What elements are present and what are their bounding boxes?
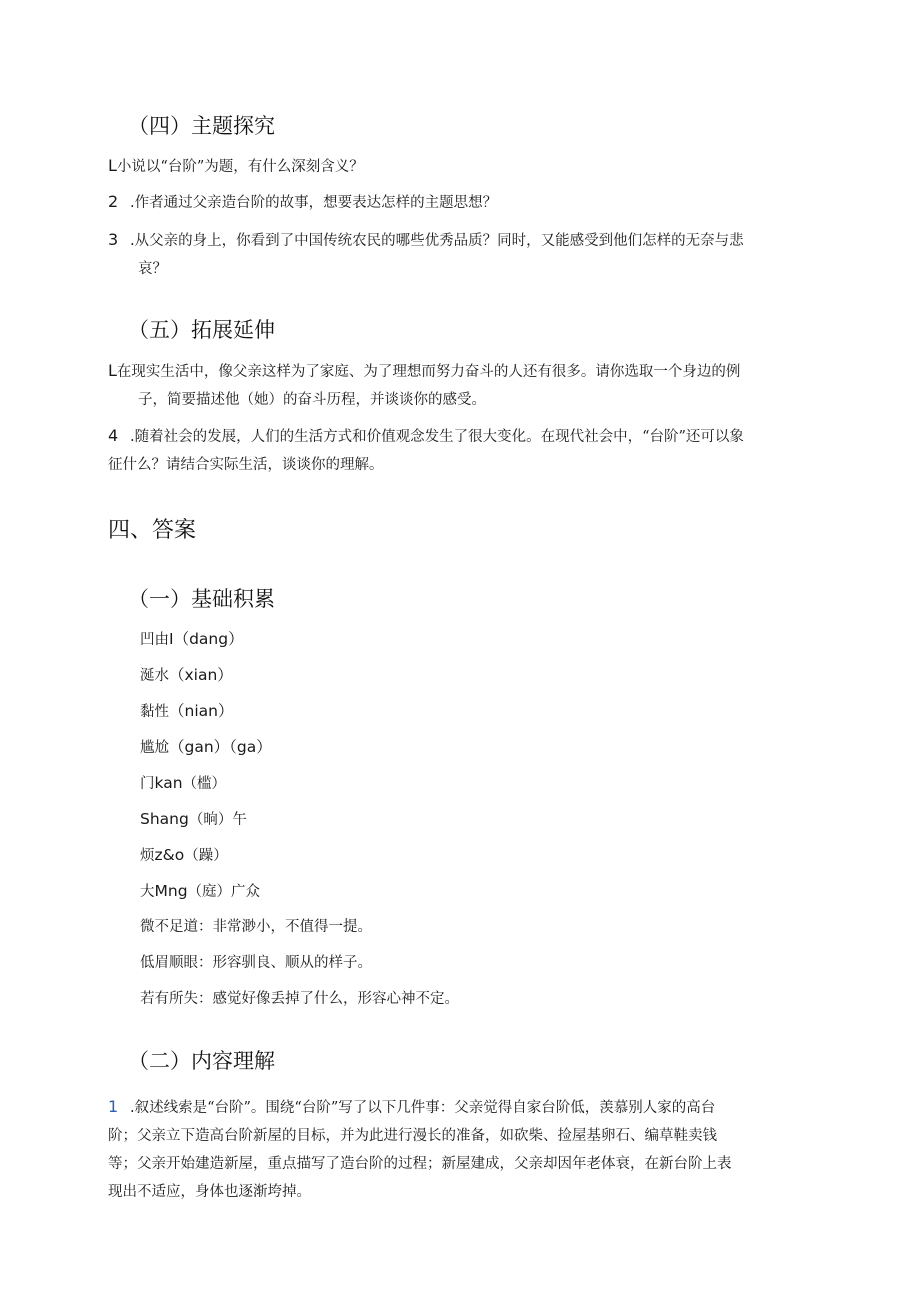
vocab-item — [140, 627, 244, 652]
vocab-word: 大 — [140, 884, 155, 900]
idiom-definition: 若有所失：感觉好像丢掉了什么，形容心神不定。 — [140, 991, 459, 1007]
section-title-extension: （五）拓展延伸 — [128, 318, 275, 342]
idiom-definition: 低眉顺眼：形容驯良、顺从的样子。 — [140, 955, 372, 971]
vocab-character: （庭）广众 — [187, 884, 261, 900]
vocab-word: 涎水 — [140, 668, 169, 684]
vocab-item — [140, 771, 226, 796]
question-number: 4 — [108, 426, 119, 445]
question-text: .作者通过父亲造台阶的故事，想要表达怎样的主题思想？ — [130, 195, 498, 211]
vocab-item — [140, 807, 247, 832]
vocab-word: （晌）午 — [188, 812, 247, 828]
question-text: .随着社会的发展，人们的生活方式和价值观念发生了很大变化。在现代社会中，“台阶”还可以象 — [130, 429, 744, 445]
vocab-word: 凹由 — [140, 632, 169, 648]
question-s4-3 — [108, 226, 808, 283]
question-text-continued: 征什么？请结合实际生活，谈谈你的理解。 — [108, 457, 384, 473]
answer-paragraph-1 — [108, 1093, 808, 1206]
vocab-character: （躁） — [184, 848, 228, 864]
vocab-pinyin: （nian） — [169, 702, 234, 720]
vocab-pinyin: kan — [154, 774, 183, 792]
vocab-pinyin: I（dang） — [169, 630, 244, 648]
vocab-word: 烦 — [140, 848, 155, 864]
idiom-definition: 微不足道：非常渺小，不值得一提。 — [140, 919, 372, 935]
vocab-pinyin: Mng — [154, 882, 188, 900]
answers-heading: 四、答案 — [108, 518, 197, 543]
question-text: 在现实生活中，像父亲这样为了家庭、为了理想而努力奋斗的人还有很多。请你选取一个身边的例 — [116, 364, 741, 380]
question-text: 小说以“台阶”为题，有什么深刻含义？ — [116, 159, 364, 175]
vocab-item — [140, 663, 233, 688]
vocab-character: （槛） — [182, 776, 227, 792]
vocab-pinyin: （xian） — [169, 666, 233, 684]
answer-text-continued: 等；父亲开始建造新屋，重点描写了造台阶的过程；新屋建成，父亲却因年老体衰，在新台阶上表 — [108, 1156, 732, 1172]
question-text-continued: 哀？ — [138, 261, 167, 277]
question-number: L — [108, 156, 117, 175]
question-text-continued: 子，简要描述他（她）的奋斗历程，并谈谈你的感受。 — [138, 392, 486, 408]
vocab-word: 黏性 — [140, 704, 169, 720]
answer-text: .叙述线索是“台阶”。围绕“台阶”写了以下几件事：父亲觉得自家台阶低，羡慕别人家的高台 — [130, 1100, 716, 1116]
question-text: .从父亲的身上，你看到了中国传统农民的哪些优秀品质？同时，又能感受到他们怎样的无奈与悲 — [130, 233, 744, 249]
vocab-item — [140, 699, 233, 724]
answer-text-continued: 现出不适应，身体也逐渐垮掉。 — [108, 1184, 311, 1200]
vocab-word: 门 — [140, 776, 155, 792]
question-s5-2 — [108, 422, 808, 479]
vocab-item — [140, 843, 228, 868]
vocab-pinyin: （gan）（ga） — [169, 738, 272, 756]
vocab-pinyin: Shang — [140, 810, 189, 828]
question-number: 2 — [108, 192, 119, 211]
question-s4-2 — [108, 188, 808, 217]
question-number: 3 — [108, 230, 119, 249]
answer-number: 1 — [108, 1097, 119, 1116]
question-number: L — [108, 361, 117, 380]
question-s5-1 — [108, 357, 808, 414]
answer-text-continued: 阶；父亲立下造高台阶新屋的目标，并为此进行漫长的准备，如砍柴、捡屋基卵石、编草鞋卖钱 — [108, 1128, 717, 1144]
vocab-item — [140, 735, 272, 760]
section-title-content-understanding: （二）内容理解 — [128, 1049, 275, 1073]
section-title-basic-accumulation: （一）基础积累 — [128, 587, 275, 611]
vocab-item — [140, 879, 260, 904]
vocab-word: 尴尬 — [140, 740, 169, 756]
vocab-pinyin: z&o — [154, 846, 185, 864]
question-s4-1 — [108, 152, 808, 181]
section-title-theme-exploration: （四）主题探究 — [128, 114, 275, 138]
